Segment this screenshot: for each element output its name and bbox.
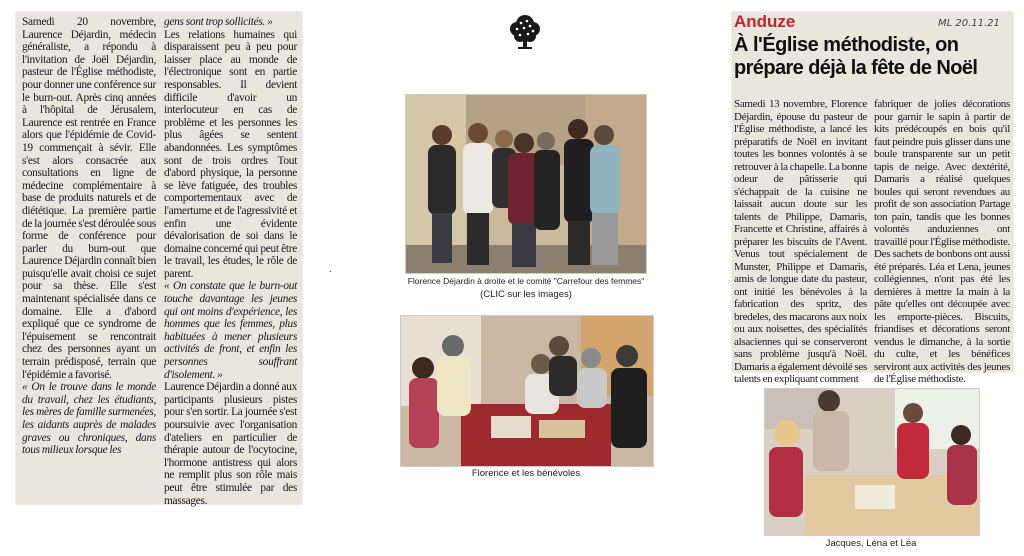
left-article-body-1: Samedi 20 novembre, Laurence Déjardin, médecin généraliste, a répondu à l'invitation de Joël Déjardin, pasteur de l'Église méthodiste, pour donner une conférence sur le burn-out. Après cinq années à l'hôpital de Jérusalem, Laurence est rentrée en France alors que l'épidémie de Covid-19 commençait à sévir. Elle s'est alors consacrée aux consultations en ligne de médecine complémentaire à base de produits naturels et de diététique. La première partie de la journée s'est déroulée sous forme de conférence pour parler du burn-out que Laurence Déjardin connaît bien puisqu'elle avait choisi ce sujet pour sa thèse. Elle s'est maintenant spécialisée dans ce domaine. Elle a d'abord expliqué que ce syndrome de l'épuisement se rencontrait chez des personnes ayant un terrain prédisposé, terrain que l'épidémie a favorisé. bbox=[22, 16, 156, 381]
photo1-caption: Florence Déjardin à droite et le comité "Carrefour des femmes" bbox=[407, 276, 645, 286]
stray-dot: . bbox=[329, 264, 332, 275]
left-article-body-3: Laurence Déjardin a donné aux participants plusieurs pistes pour s'en sortir. La journée s'est poursuivie avec l'organisation d'ateliers en particulier de thérapie autour de l'ocytocine, l'hormone antistress qui alors ne remplit plus son rôle mais peut être stimulée par des massages. bbox=[164, 381, 297, 507]
article-headline-line1: À l'Église méthodiste, on bbox=[734, 34, 959, 56]
photo3-caption: Jacques, Léna et Léa bbox=[825, 538, 917, 549]
right-article-clipping bbox=[732, 12, 1013, 385]
photo2-caption: Florence et les bénévoles bbox=[471, 468, 581, 479]
photo-jacques-lena-lea[interactable] bbox=[764, 388, 980, 536]
article-headline-line2: prépare déjà la fête de Noël bbox=[734, 57, 978, 79]
left-article-quote-3: « On constate que le burn-out touche davantage les jeunes qui ont moins d'expérience, les hommes que les femmes, plus habituées à mener plusieurs activités de front, et enfin les personnes souffrant d'isolement. » bbox=[164, 280, 297, 381]
left-article-body-2: Les relations humaines qui disparaissent peu à peu pour laisser place au monde de l'électronique sont en partie responsables. Il devient difficile d'avoir un interlocuteur en cas de problème et les personnes les plus âgées se sentent abandonnées. Les symptômes sont de trois ordres Tout d'abord physique, la personne se lève fatiguée, des troubles comportementaux avec de l'amertume et de l'agressivité et enfin une évidente dévalorisation de soi dans le domaine concerné qui peut être le travail, les études, le rôle de parent. bbox=[164, 28, 297, 280]
photo-group-women[interactable] bbox=[405, 94, 647, 274]
left-article-column-1 bbox=[22, 16, 156, 457]
right-article-column-2 bbox=[874, 98, 1010, 386]
left-article-quote-2: gens sont trop sollicités. » bbox=[164, 16, 273, 28]
left-article-clipping bbox=[16, 12, 302, 507]
article-kicker: Anduze bbox=[734, 12, 796, 31]
photo-volunteers[interactable] bbox=[400, 315, 654, 467]
right-article-body-2: fabriquer de jolies décorations pour garnir le sapin à partir de kits prédécoupés en bois qu'il faut peindre puis glisser dans une boule transparente sur un petit tapis de neige. Avec dextérité, Damaris a réalisé quelques boules qui seront revendues au profit de son association Partage ton pain, tandis que les bonnes volontés anduziennes ont travaillé pour l'Église méthodiste. Des sachets de bonbons ont aussi été préparés. Léa et Lena, jeunes collégiennes, n'ont pas été les dernières à mettre la main à la pâte qu'elles ont découpée avec les emporte-pièces. Biscuits, friandises et décorations seront vendus le dimanche, à la sortie du culte, et les bénéfices serviront aux activités des jeunes de l'Église méthodiste. bbox=[874, 98, 1011, 385]
handwritten-date: ML 20.11.21 bbox=[938, 18, 1000, 29]
tree-logo-icon bbox=[508, 14, 542, 50]
clic-hint: (CLIC sur les images) bbox=[480, 289, 572, 300]
right-article-body-1: Samedi 13 novembre, Florence Déjardin, épouse du pasteur de l'Église méthodiste, a lancé les préparatifs de Noël en invitant toutes les bonnes volontés à se retrouver à la chapelle. La bonne odeur de pâtisserie qui s'échappait de la cuisine ne laissait aucun doute sur les talents de Philippe, Damaris, Francette et Christine, affairés à préparer les biscuits de l'Avent. Venus tout spécialement de Munster, Philippe et Damaris, amis de longue date du pasteur, ont initié les bénévoles à la fabrication des spritz, des bredeles, des macarons aux noix ou aux noisettes, des spécialités alsaciennes qui se conserveront sans problème jusqu'à Noël. Damaris a également dévoilé ses talents en expliquant comment bbox=[734, 98, 867, 385]
left-article-column-2 bbox=[164, 16, 297, 507]
right-article-column-1 bbox=[734, 98, 867, 386]
left-article-quote-1: « On le trouve dans le monde du travail, chez les étudiants, les mères de famille surmenées, les aidants auprès de malades graves ou chroniques, dans tous milieux lorsque les bbox=[22, 381, 156, 457]
